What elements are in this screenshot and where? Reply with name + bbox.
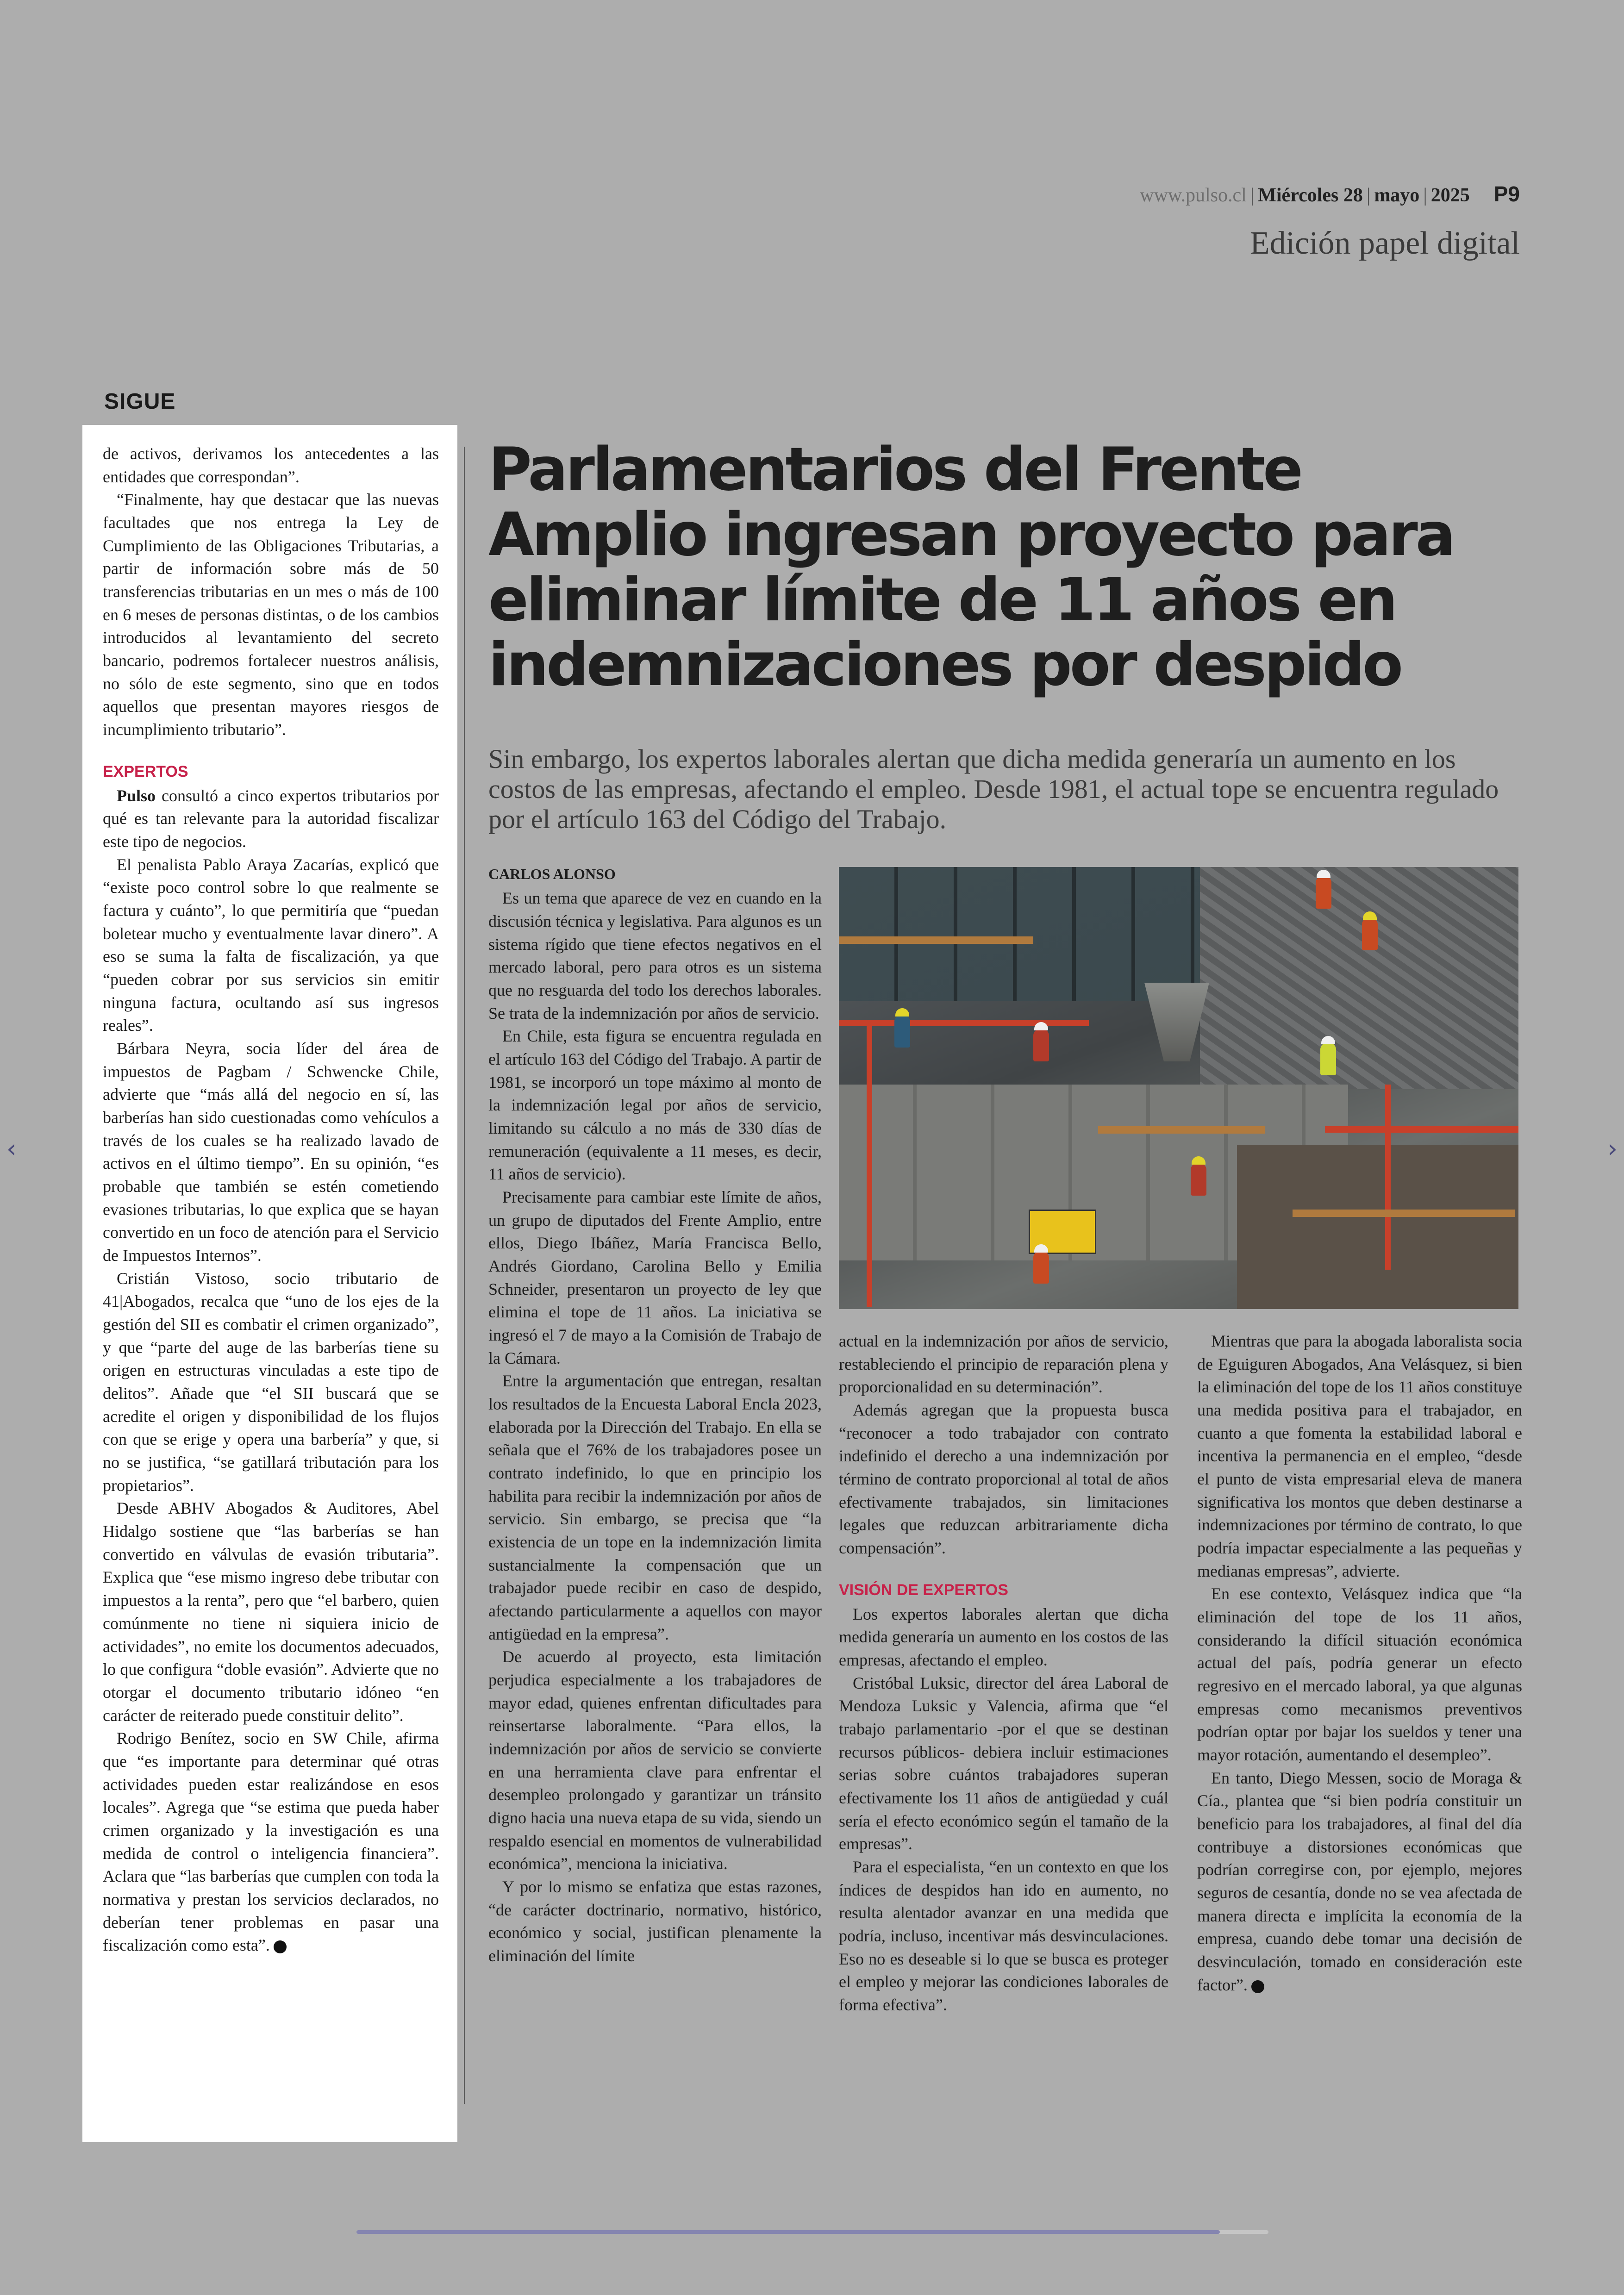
paragraph-text: Rodrigo Benítez, socio en SW Chile, afirma que “es importante para determinar qué otras actividades pueden estar realizándose en esos locales”. Agrega que “se estima que pueda haber crimen organizado y la investigación es una medida de control o inteligencia financiera”. Aclara que “las barberías que cumplen con toda la normativa y prestan los servicios declarados, no deberían tener problemas en pasar una fiscalización como esta”.	[103, 1729, 439, 1955]
separator: |	[1423, 185, 1427, 206]
construction-site-photo	[839, 867, 1518, 1309]
paragraph: Cristóbal Luksic, director del área Laboral de Mendoza Luksic y Valencia, afirma que “el trabajo parlamentario -por el que se destinan recursos públicos- debiera incluir estimaciones serias sobre cuántos trabajadores superan efectivamente los 11 años de antigüedad y cuál sería el efecto económico según el tamaño de la empresas”.	[839, 1673, 1168, 1853]
photo-worker	[1362, 918, 1378, 950]
photo-glass-facade	[839, 867, 1218, 1001]
end-mark-icon	[274, 1940, 287, 1953]
paragraph: Además agregan que la propuesta busca “reconocer a todo trabajador con contrato indefinido el derecho a una indemnización por término de contrato proporcional al total de años efectivamente trabajados, sin limitaciones legales que reduzcan arbitrariamente dicha compensación”.	[839, 1401, 1168, 1558]
separator: |	[1250, 185, 1255, 206]
date-year: 2025	[1430, 185, 1470, 206]
paragraph: De acuerdo al proyecto, esta limitación perjudica especialmente a los trabajadores de mayor edad, quienes enfrentan dificultades para reinsertarse laboralmente. “Para ellos, la indemnización por años de servicio se convierte en una herramienta clave para enfrentar el desempleo prolongado y garantizar un tránsito digno hacia una nueva etapa de su vida, siendo un respaldo esencial en momentos de vulnerabilidad económica”, menciona la iniciativa.	[488, 1647, 822, 1873]
paragraph: Desde ABHV Abogados & Auditores, Abel Hidalgo sostiene que “las barberías se han convertido en válvulas de evasión tributaria”. Explica que “ese mismo ingreso debe tributar con impuestos a la renta”, pero que “el barbero, quien comúnmente no tiene ni siquiera inicio de actividades”, no emite los documentos adecuados, lo que configura “doble evasión”. Advierte que no otorgar el documento tributario idóneo “en carácter de reiterado puede constituir delito”.	[103, 1499, 439, 1725]
photo-railing	[1385, 1085, 1391, 1270]
date-day: Miércoles 28	[1258, 185, 1363, 206]
paragraph-text: En tanto, Diego Messen, socio de Moraga & Cía., plantea que “si bien podría constituir un beneficio para los trabajadores, al final del día contribuye a distorsiones económicas que podrían corregirse con, por ejemplo, mejores seguros de cesantía, donde no se vea afectada de manera directa e implícita la economía de la empresa, cuando debe tomar una decisión de desvinculación, tomado en consideración este factor”.	[1197, 1768, 1522, 1994]
paragraph: actual en la indemnización por años de servicio, restableciendo el principio de reparación plena y proporcionalidad en su determinación”.	[839, 1332, 1168, 1397]
photo-worker	[1033, 1251, 1049, 1284]
photo-concrete-deck	[1200, 867, 1518, 1089]
edition-label: Edición papel digital	[1249, 225, 1520, 261]
paragraph	[103, 785, 439, 854]
paragraph: “Finalmente, hay que destacar que las nuevas facultades que nos entrega la Ley de Cumplimiento de las Obligaciones Tributarias, a partir de información sobre más de 50 transferencias tributarias en un mes o más de 100 en 6 meses de personas distintas, o de los cambios introducidos al levantamiento del secreto bancario, podremos fortalecer nuestros análisis, no sólo de este segmento, sino que en todos aquellos que presentan mayores riesgos de incumplimiento tributario”.	[103, 490, 439, 739]
paragraph	[103, 1727, 439, 1957]
lead-text: consultó a cinco expertos tributarios por qué es tan relevante para la autoridad fiscalizar este tipo de negocios.	[103, 786, 439, 851]
column-divider	[464, 447, 465, 2104]
paragraph	[1197, 1767, 1522, 1997]
article-column-2	[839, 1330, 1168, 2017]
paragraph: Es un tema que aparece de vez en cuando en la discusión técnica y legislativa. Para algunos es un sistema rígido que tiene efectos negativos en el mercado laboral, pero para otros es un sistema que no resguarda del todo los derechos laborales. Se trata de la indemnización por años de servicio.	[488, 889, 822, 1023]
paragraph: Precisamente para cambiar este límite de años, un grupo de diputados del Frente Amplio, entre ellos, Diego Ibáñez, María Francisca Bello, Andrés Giordano, Carolina Bello y Emilia Schneider, presentaron un proyecto de ley que elimina el tope de 11 años. La iniciativa se ingresó el 7 de mayo a la Comisión de Trabajo de la Cámara.	[488, 1187, 822, 1367]
article-headline: Parlamentarios del Frente Amplio ingresan proyecto para eliminar límite de 11 años en indemnizaciones por despido	[488, 435, 1454, 700]
paragraph: Cristián Vistoso, socio tributario de 41|Abogados, recalca que “uno de los ejes de la gestión del SII es combatir el crimen organizado”, y que “parte del auge de las barberías tiene su origen en estructuras vinculadas a este tipo de delitos”. Añade que “el SII buscará que se acredite el origen y disponibilidad de los flujos con que se erige y opera una barbería” y que, si no se justifica, “se gatillará tributación para los propietarios”.	[103, 1269, 439, 1495]
photo-railing	[1325, 1126, 1518, 1133]
paragraph: Entre la argumentación que entregan, resaltan los resultados de la Encuesta Laboral Encla 2023, elaborada por la Dirección del Trabajo. En ella se señala que el 76% de los trabajadores posee un contrato indefinido, lo que en principio los habilita para recibir la indemnización por años de servicio. Sin embargo, se precisa que “la existencia de un tope en la indemnización limita sustancialmente la compensación que un trabajador puede recibir en caso de despido, afectando particularmente a aquellos con mayor antigüedad en la empresa”.	[488, 1372, 822, 1643]
photo-worker	[1191, 1163, 1206, 1196]
photo-railing	[867, 1020, 872, 1307]
site-url[interactable]: www.pulso.cl	[1140, 185, 1247, 206]
paragraph: Y por lo mismo se enfatiza que estas razones, “de carácter doctrinario, normativo, histórico, económico y social, justifican plenamente la eliminación del límite	[488, 1877, 822, 1965]
page-number: P9	[1493, 182, 1520, 206]
paragraph: Bárbara Neyra, socia líder del área de impuestos de Pagbam / Schwencke Chile, advierte que “más allá del negocio en sí, las barberías han sido cuestionadas como vehículos a través de los cuales se ha realizado lavado de activos en el último tiempo”. En su opinión, “es probable que también se estén cometiendo evasiones tributarias, lo que explica que se hayan convertido en un foco de atención para el Servicio de Impuestos Internos”.	[103, 1039, 439, 1265]
byline: CARLOS ALONSO	[488, 866, 616, 882]
continued-article-column	[82, 425, 457, 2142]
paragraph: Los expertos laborales alertan que dicha medida generaría un aumento en los costos de las empresas, afectando el empleo.	[839, 1604, 1168, 1669]
paragraph: de activos, derivamos los antecedentes a las entidades que correspondan”.	[103, 444, 439, 486]
photo-concrete-bucket	[1144, 983, 1209, 1061]
paragraph: El penalista Pablo Araya Zacarías, explicó que “existe poco control sobre lo que realmente se factura y cuánto”, lo que permitiría que “puedan boletear mucho y eventualmente lavar dinero”. A eso se suma la falta de fiscalización, ya que “pueden cobrar por sus servicios sin emitir ninguna factura, ocultando así sus ingresos reales”.	[103, 855, 439, 1035]
section-label: SIGUE	[104, 389, 176, 414]
subhead-expertos: EXPERTOS	[103, 762, 188, 780]
photo-worker	[1316, 876, 1331, 909]
paragraph: Para el especialista, “en un contexto en que los índices de despidos han ido en aumento, no resulta alentador avanzar en una medida que podría, incluso, incentivar más desvinculaciones. Eso no es deseable si lo que se busca es proteger el empleo y mejorar las condiciones laborales de forma efectiva”.	[839, 1858, 1168, 2014]
photo-helmet	[895, 1008, 909, 1017]
photo-railing	[839, 1020, 1089, 1026]
article-deck: Sin embargo, los expertos laborales alertan que dicha medida generaría un aumento en los costos de las empresas, afectando el empleo. Desde 1981, el actual tope se encuentra regulado por el artículo 163 del Código del Trabajo.	[488, 744, 1499, 834]
photo-wood-beam	[1293, 1210, 1515, 1217]
paragraph: En ese contexto, Velásquez indica que “la eliminación del tope de los 11 años, considerando la difícil situación económica actual del país, podría generar un efecto regresivo en el mercado laboral, ya que algunas empresas como mecanismos preventivos podrían optar por bajar los sueldos y tener una mayor rotación, aumentando el desempleo”.	[1197, 1584, 1522, 1765]
photo-wood-beam	[1098, 1126, 1265, 1134]
paragraph: En Chile, esta figura se encuentra regulada en el artículo 163 del Código del Trabajo. A partir de 1981, se incorporó un tope máximo al monto de la indemnización legal por años de servicio, limitando su cálculo a no más de 330 días de remuneración (equivalente a 11 meses, es decir, 11 años de servicio).	[488, 1027, 822, 1184]
subhead-vision-expertos: VISIÓN DE EXPERTOS	[839, 1581, 1008, 1599]
article-column-1	[488, 864, 822, 1968]
prev-page-arrow-icon[interactable]: ‹	[6, 1134, 17, 1163]
page-header	[1140, 181, 1520, 214]
photo-wood-beam	[839, 936, 1033, 944]
paragraph: Mientras que para la abogada laboralista socia de Eguiguren Abogados, Ana Velásquez, si bien la eliminación del tope de los 11 años constituye una medida positiva para el trabajador, en cuanto a que fomenta la estabilidad laboral e incentiva la permanencia en el empleo, “desde el punto de vista empresarial eleva de manera significativa los montos que deben destinarse a indemnizaciones por término de contrato, lo que podría impactar especialmente a las pequeñas y medianas empresas”, advierte.	[1197, 1332, 1522, 1580]
scrollbar-thumb[interactable]	[356, 2230, 1220, 2234]
separator: |	[1366, 185, 1371, 206]
article-column-3	[1197, 1330, 1522, 1996]
photo-worker	[1320, 1043, 1336, 1075]
photo-worker	[894, 1015, 910, 1048]
photo-formwork	[1237, 1145, 1518, 1309]
photo-worker	[1033, 1029, 1049, 1061]
next-page-arrow-icon[interactable]: ›	[1607, 1134, 1618, 1163]
end-mark-icon	[1251, 1980, 1264, 1993]
lead-bold: Pulso	[117, 786, 156, 805]
date-month: mayo	[1374, 185, 1420, 206]
